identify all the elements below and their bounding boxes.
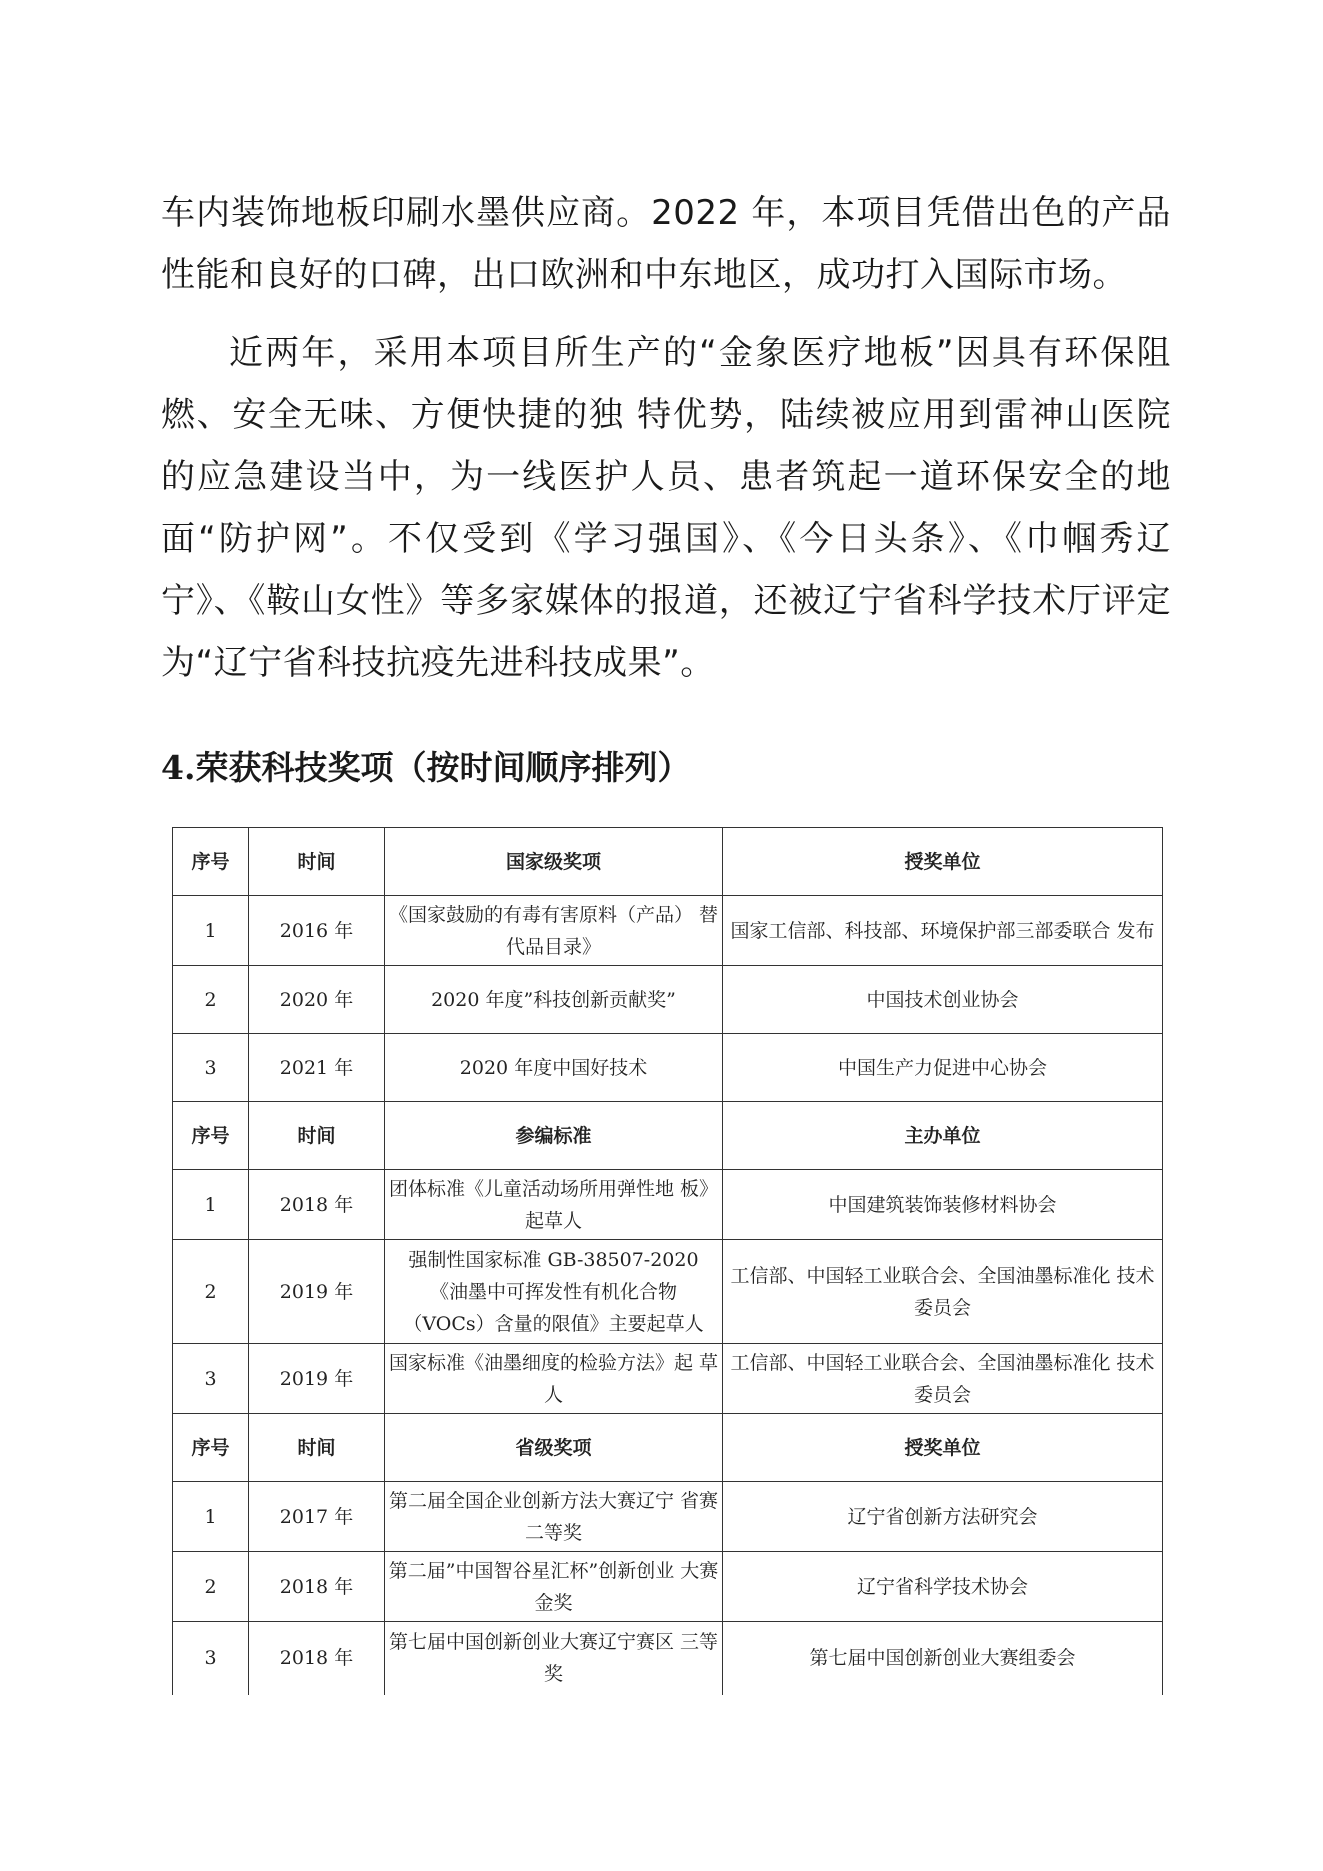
cell-unit: 工信部、中国轻工业联合会、全国油墨标准化 技术委员会 — [723, 1240, 1163, 1344]
table-row — [173, 1240, 1163, 1344]
header-index: 序号 — [173, 828, 249, 896]
cell-unit: 中国技术创业协会 — [723, 966, 1163, 1034]
table-header-row — [173, 1414, 1163, 1482]
cell-index: 2 — [173, 1552, 249, 1622]
cell-index: 1 — [173, 1170, 249, 1240]
table-header-row — [173, 1102, 1163, 1170]
table-row — [173, 1034, 1163, 1102]
body-paragraph-2: 近两年，采用本项目所生产的“金象医疗地板”因具有环保阻燃、安全无味、方便快捷的独 特优势，陆续被应用到雷神山医院的应急建设当中，为一线医护人员、患者筑起一道环保安全的地面“防护网”。不仅受到《学习强国》、《今日头条》、《巾帼秀辽宁》、《鞍山女性》等多家媒体的报道，还被辽宁省科学技术厅评定为“辽宁省科技抗疫先进科技成果”。 — [161, 333, 1171, 683]
header-time: 时间 — [249, 828, 385, 896]
cell-index: 1 — [173, 896, 249, 966]
cell-index: 3 — [173, 1622, 249, 1695]
section-heading: 4.荣获科技奖项（按时间顺序排列） — [161, 748, 691, 787]
cell-time: 2018 年 — [249, 1622, 385, 1695]
cell-unit: 工信部、中国轻工业联合会、全国油墨标准化 技术委员会 — [723, 1344, 1163, 1414]
table-header-row — [173, 828, 1163, 896]
cell-award: 2020 年度中国好技术 — [385, 1034, 723, 1102]
header-unit: 授奖单位 — [723, 1414, 1163, 1482]
header-time: 时间 — [249, 1414, 385, 1482]
cell-unit: 辽宁省科学技术协会 — [723, 1552, 1163, 1622]
cell-standard: 国家标准《油墨细度的检验方法》起 草人 — [385, 1344, 723, 1414]
header-unit: 主办单位 — [723, 1102, 1163, 1170]
header-index: 序号 — [173, 1414, 249, 1482]
cell-index: 2 — [173, 966, 249, 1034]
body-paragraph-1: 车内装饰地板印刷水墨供应商。2022 年，本项目凭借出色的产品性能和良好的口碑，出口欧洲和中东地区，成功打入国际市场。 — [161, 193, 1171, 295]
table-row — [173, 1482, 1163, 1552]
table-row — [173, 966, 1163, 1034]
header-standard: 参编标准 — [385, 1102, 723, 1170]
cell-time: 2019 年 — [249, 1240, 385, 1344]
header-award: 省级奖项 — [385, 1414, 723, 1482]
cell-award: 2020 年度”科技创新贡献奖” — [385, 966, 723, 1034]
cell-standard: 强制性国家标准 GB-38507-2020 《油墨中可挥发性有机化合物 （VOCs）含量的限值》主要起草人 — [385, 1240, 723, 1344]
cell-award: 第二届全国企业创新方法大赛辽宁 省赛二等奖 — [385, 1482, 723, 1552]
header-index: 序号 — [173, 1102, 249, 1170]
cell-award: 第二届”中国智谷星汇杯”创新创业 大赛金奖 — [385, 1552, 723, 1622]
cell-unit: 中国建筑装饰装修材料协会 — [723, 1170, 1163, 1240]
table-row — [173, 896, 1163, 966]
cell-time: 2016 年 — [249, 896, 385, 966]
table-row — [173, 1622, 1163, 1695]
cell-award: 《国家鼓励的有毒有害原料（产品） 替代品目录》 — [385, 896, 723, 966]
cell-unit: 辽宁省创新方法研究会 — [723, 1482, 1163, 1552]
cell-time: 2017 年 — [249, 1482, 385, 1552]
cell-time: 2018 年 — [249, 1170, 385, 1240]
header-time: 时间 — [249, 1102, 385, 1170]
cell-index: 3 — [173, 1034, 249, 1102]
cell-time: 2020 年 — [249, 966, 385, 1034]
cell-unit: 国家工信部、科技部、环境保护部三部委联合 发布 — [723, 896, 1163, 966]
cell-time: 2018 年 — [249, 1552, 385, 1622]
cell-award: 第七届中国创新创业大赛辽宁赛区 三等奖 — [385, 1622, 723, 1695]
header-unit: 授奖单位 — [723, 828, 1163, 896]
table-row — [173, 1552, 1163, 1622]
cell-unit: 第七届中国创新创业大赛组委会 — [723, 1622, 1163, 1695]
cell-standard: 团体标准《儿童活动场所用弹性地 板》起草人 — [385, 1170, 723, 1240]
table-row — [173, 1344, 1163, 1414]
cell-index: 2 — [173, 1240, 249, 1344]
cell-time: 2021 年 — [249, 1034, 385, 1102]
table-row — [173, 1170, 1163, 1240]
header-award: 国家级奖项 — [385, 828, 723, 896]
cell-index: 1 — [173, 1482, 249, 1552]
cell-time: 2019 年 — [249, 1344, 385, 1414]
awards-table — [172, 827, 1163, 1695]
cell-index: 3 — [173, 1344, 249, 1414]
cell-unit: 中国生产力促进中心协会 — [723, 1034, 1163, 1102]
